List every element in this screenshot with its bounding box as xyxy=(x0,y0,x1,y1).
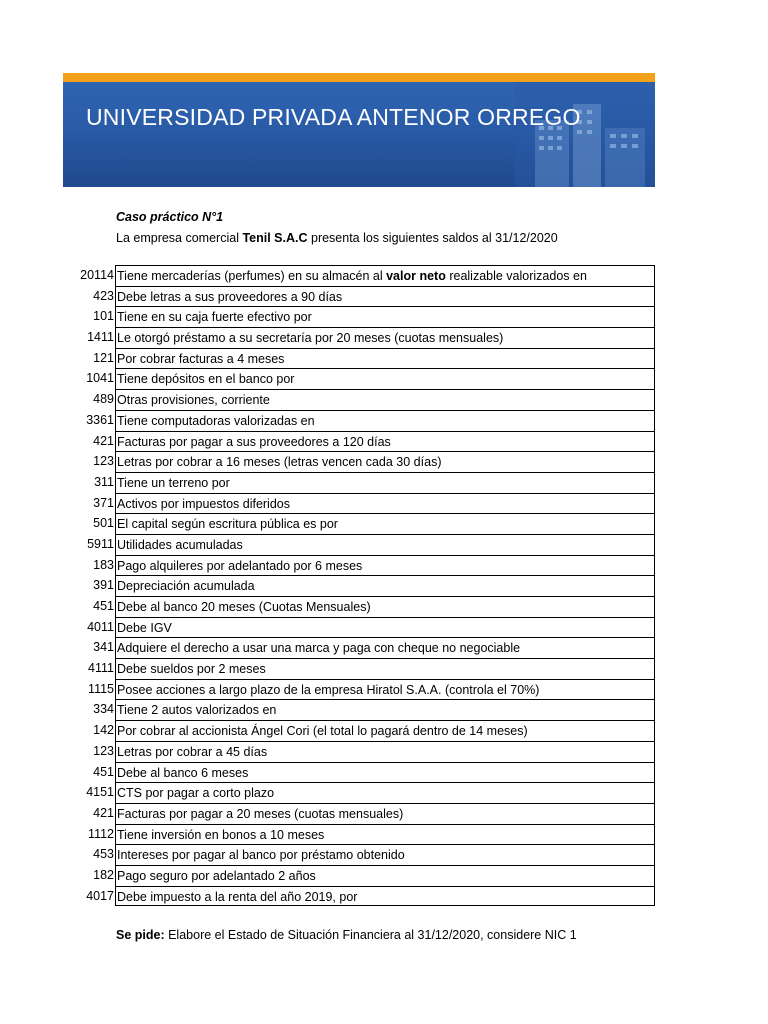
table-row xyxy=(63,637,655,658)
campus-buildings-image xyxy=(515,82,655,187)
task-text: Elabore el Estado de Situación Financiera al 31/12/2020, considere NIC 1 xyxy=(164,928,577,942)
account-code: 1112 xyxy=(88,826,114,841)
account-code: 20114 xyxy=(80,268,114,282)
item-text: Le otorgó préstamo a su secretaría por 20 meses (cuotas mensuales) xyxy=(117,331,504,346)
item-description xyxy=(115,555,655,576)
table-row xyxy=(63,679,655,700)
item-description xyxy=(115,844,655,865)
item-text: Tiene computadoras valorizadas en xyxy=(117,413,315,428)
item-text: Letras por cobrar a 16 meses (letras vencen cada 30 días) xyxy=(117,455,442,470)
account-code: 123 xyxy=(93,454,114,469)
item-description xyxy=(115,265,655,286)
balances-table xyxy=(63,265,655,906)
item-text: Adquiere el derecho a usar una marca y paga con cheque no negociable xyxy=(117,641,521,656)
account-code: 391 xyxy=(93,578,114,593)
table-row xyxy=(63,493,655,514)
item-description xyxy=(115,575,655,596)
item-text: Debe impuesto a la renta del año 2019, por xyxy=(117,889,358,904)
table-row xyxy=(63,265,655,286)
item-text: Posee acciones a largo plazo de la empresa Hiratol S.A.A. (controla el 70%) xyxy=(117,682,540,697)
item-description xyxy=(115,741,655,762)
item-text: Facturas por pagar a sus proveedores a 120 días xyxy=(117,434,391,449)
table-row xyxy=(63,410,655,431)
table-row xyxy=(63,306,655,327)
item-text: Por cobrar facturas a 4 meses xyxy=(117,351,285,366)
table-row xyxy=(63,699,655,720)
table-row xyxy=(63,844,655,865)
item-text: Intereses por pagar al banco por préstamo obtenido xyxy=(117,848,405,863)
item-text: Pago alquileres por adelantado por 6 meses xyxy=(117,558,363,573)
table-row xyxy=(63,617,655,638)
table-row xyxy=(63,431,655,452)
account-code: 341 xyxy=(93,640,114,655)
account-code: 421 xyxy=(93,805,114,820)
item-description xyxy=(115,451,655,472)
item-text: Tiene un terreno por xyxy=(117,475,230,490)
item-description xyxy=(115,410,655,431)
table-row xyxy=(63,596,655,617)
item-text: Pago seguro por adelantado 2 años xyxy=(117,868,316,883)
case-title: Caso práctico N°1 xyxy=(116,210,224,224)
table-row xyxy=(63,327,655,348)
account-code: 423 xyxy=(93,288,114,303)
account-code: 371 xyxy=(93,495,114,510)
item-text-tail: realizable valorizados en xyxy=(445,269,587,283)
table-row xyxy=(63,762,655,783)
item-description xyxy=(115,348,655,369)
case-statement xyxy=(116,228,676,249)
account-code: 121 xyxy=(93,350,114,365)
item-text: Activos por impuestos diferidos xyxy=(117,496,290,511)
item-description xyxy=(115,782,655,803)
item-description xyxy=(115,886,655,907)
item-description xyxy=(115,658,655,679)
item-description xyxy=(115,762,655,783)
account-code: 501 xyxy=(93,516,114,531)
table-row xyxy=(63,534,655,555)
table-row xyxy=(63,348,655,369)
account-code: 5911 xyxy=(87,536,114,551)
item-description xyxy=(115,306,655,327)
table-row xyxy=(63,886,655,907)
item-description xyxy=(115,824,655,845)
university-banner xyxy=(63,73,655,187)
table-row xyxy=(63,741,655,762)
table-row xyxy=(63,513,655,534)
table-row xyxy=(63,286,655,307)
banner-accent-bar xyxy=(63,73,655,82)
account-code: 451 xyxy=(93,599,114,613)
item-description xyxy=(115,637,655,658)
item-text: Otras provisiones, corriente xyxy=(117,393,270,408)
item-description xyxy=(115,679,655,700)
item-text: Debe IGV xyxy=(117,620,172,635)
statement-lead: La empresa comercial xyxy=(116,231,243,245)
table-row xyxy=(63,451,655,472)
item-emphasis: valor neto xyxy=(386,269,446,283)
account-code: 1411 xyxy=(87,330,114,345)
account-code: 101 xyxy=(93,309,114,324)
table-row xyxy=(63,575,655,596)
item-text: Tiene depósitos en el banco por xyxy=(117,372,295,387)
item-description xyxy=(115,699,655,720)
account-code: 451 xyxy=(93,764,114,779)
item-text: Tiene 2 autos valorizados en xyxy=(117,703,277,718)
item-text: Facturas por pagar a 20 meses (cuotas mensuales) xyxy=(117,806,404,821)
table-row xyxy=(63,368,655,389)
item-text: Tiene inversión en bonos a 10 meses xyxy=(117,827,325,842)
case-intro xyxy=(116,207,676,249)
university-name: UNIVERSIDAD PRIVADA ANTENOR ORREGO xyxy=(86,104,581,130)
task-instruction xyxy=(116,925,577,945)
account-code: 4017 xyxy=(86,888,114,903)
item-text: CTS por pagar a corto plazo xyxy=(117,786,275,801)
table-row xyxy=(63,658,655,679)
statement-tail: presenta los siguientes saldos al 31/12/2020 xyxy=(307,231,558,245)
account-code: 142 xyxy=(93,723,114,738)
account-code: 453 xyxy=(93,847,114,862)
table-row xyxy=(63,472,655,493)
item-description xyxy=(115,803,655,824)
account-code: 4011 xyxy=(87,619,114,634)
item-description xyxy=(115,389,655,410)
item-text: Debe al banco 6 meses xyxy=(117,765,249,780)
account-code: 489 xyxy=(93,392,114,407)
account-code: 1041 xyxy=(86,371,114,386)
item-description xyxy=(115,865,655,886)
table-row xyxy=(63,824,655,845)
item-description xyxy=(115,472,655,493)
item-description xyxy=(115,431,655,452)
table-row xyxy=(63,803,655,824)
item-text: Debe sueldos por 2 meses xyxy=(117,662,266,677)
account-code: 182 xyxy=(93,867,114,882)
table-row xyxy=(63,720,655,741)
item-text: Tiene en su caja fuerte efectivo por xyxy=(117,310,312,325)
account-code: 183 xyxy=(93,557,114,572)
account-code: 4111 xyxy=(88,661,114,676)
table-row xyxy=(63,782,655,803)
item-description xyxy=(115,596,655,617)
item-description xyxy=(115,327,655,348)
account-code: 3361 xyxy=(86,412,114,427)
item-description xyxy=(115,720,655,741)
task-label: Se pide: xyxy=(116,928,165,942)
item-description xyxy=(115,493,655,514)
item-description xyxy=(115,534,655,555)
item-text: Depreciación acumulada xyxy=(117,579,255,594)
item-text: El capital según escritura pública es por xyxy=(117,517,338,532)
item-description xyxy=(115,513,655,534)
account-code: 334 xyxy=(93,702,114,717)
table-row xyxy=(63,555,655,576)
item-description xyxy=(115,286,655,307)
account-code: 1115 xyxy=(88,681,114,696)
item-description xyxy=(115,617,655,638)
table-row xyxy=(63,389,655,410)
item-text: Por cobrar al accionista Ángel Cori (el total lo pagará dentro de 14 meses) xyxy=(117,724,528,739)
account-code: 311 xyxy=(94,474,114,489)
item-text: Letras por cobrar a 45 días xyxy=(117,744,268,759)
account-code: 123 xyxy=(93,743,114,758)
account-code: 421 xyxy=(93,433,114,448)
company-name: Tenil S.A.C xyxy=(242,231,308,245)
item-description xyxy=(115,368,655,389)
item-text: Debe al banco 20 meses (Cuotas Mensuales) xyxy=(117,600,371,614)
table-row xyxy=(63,865,655,886)
item-text: Tiene mercaderías (perfumes) en su almacén al xyxy=(117,269,387,283)
account-code: 4151 xyxy=(86,785,114,800)
item-text: Utilidades acumuladas xyxy=(117,537,243,552)
item-text: Debe letras a sus proveedores a 90 días xyxy=(117,289,343,304)
